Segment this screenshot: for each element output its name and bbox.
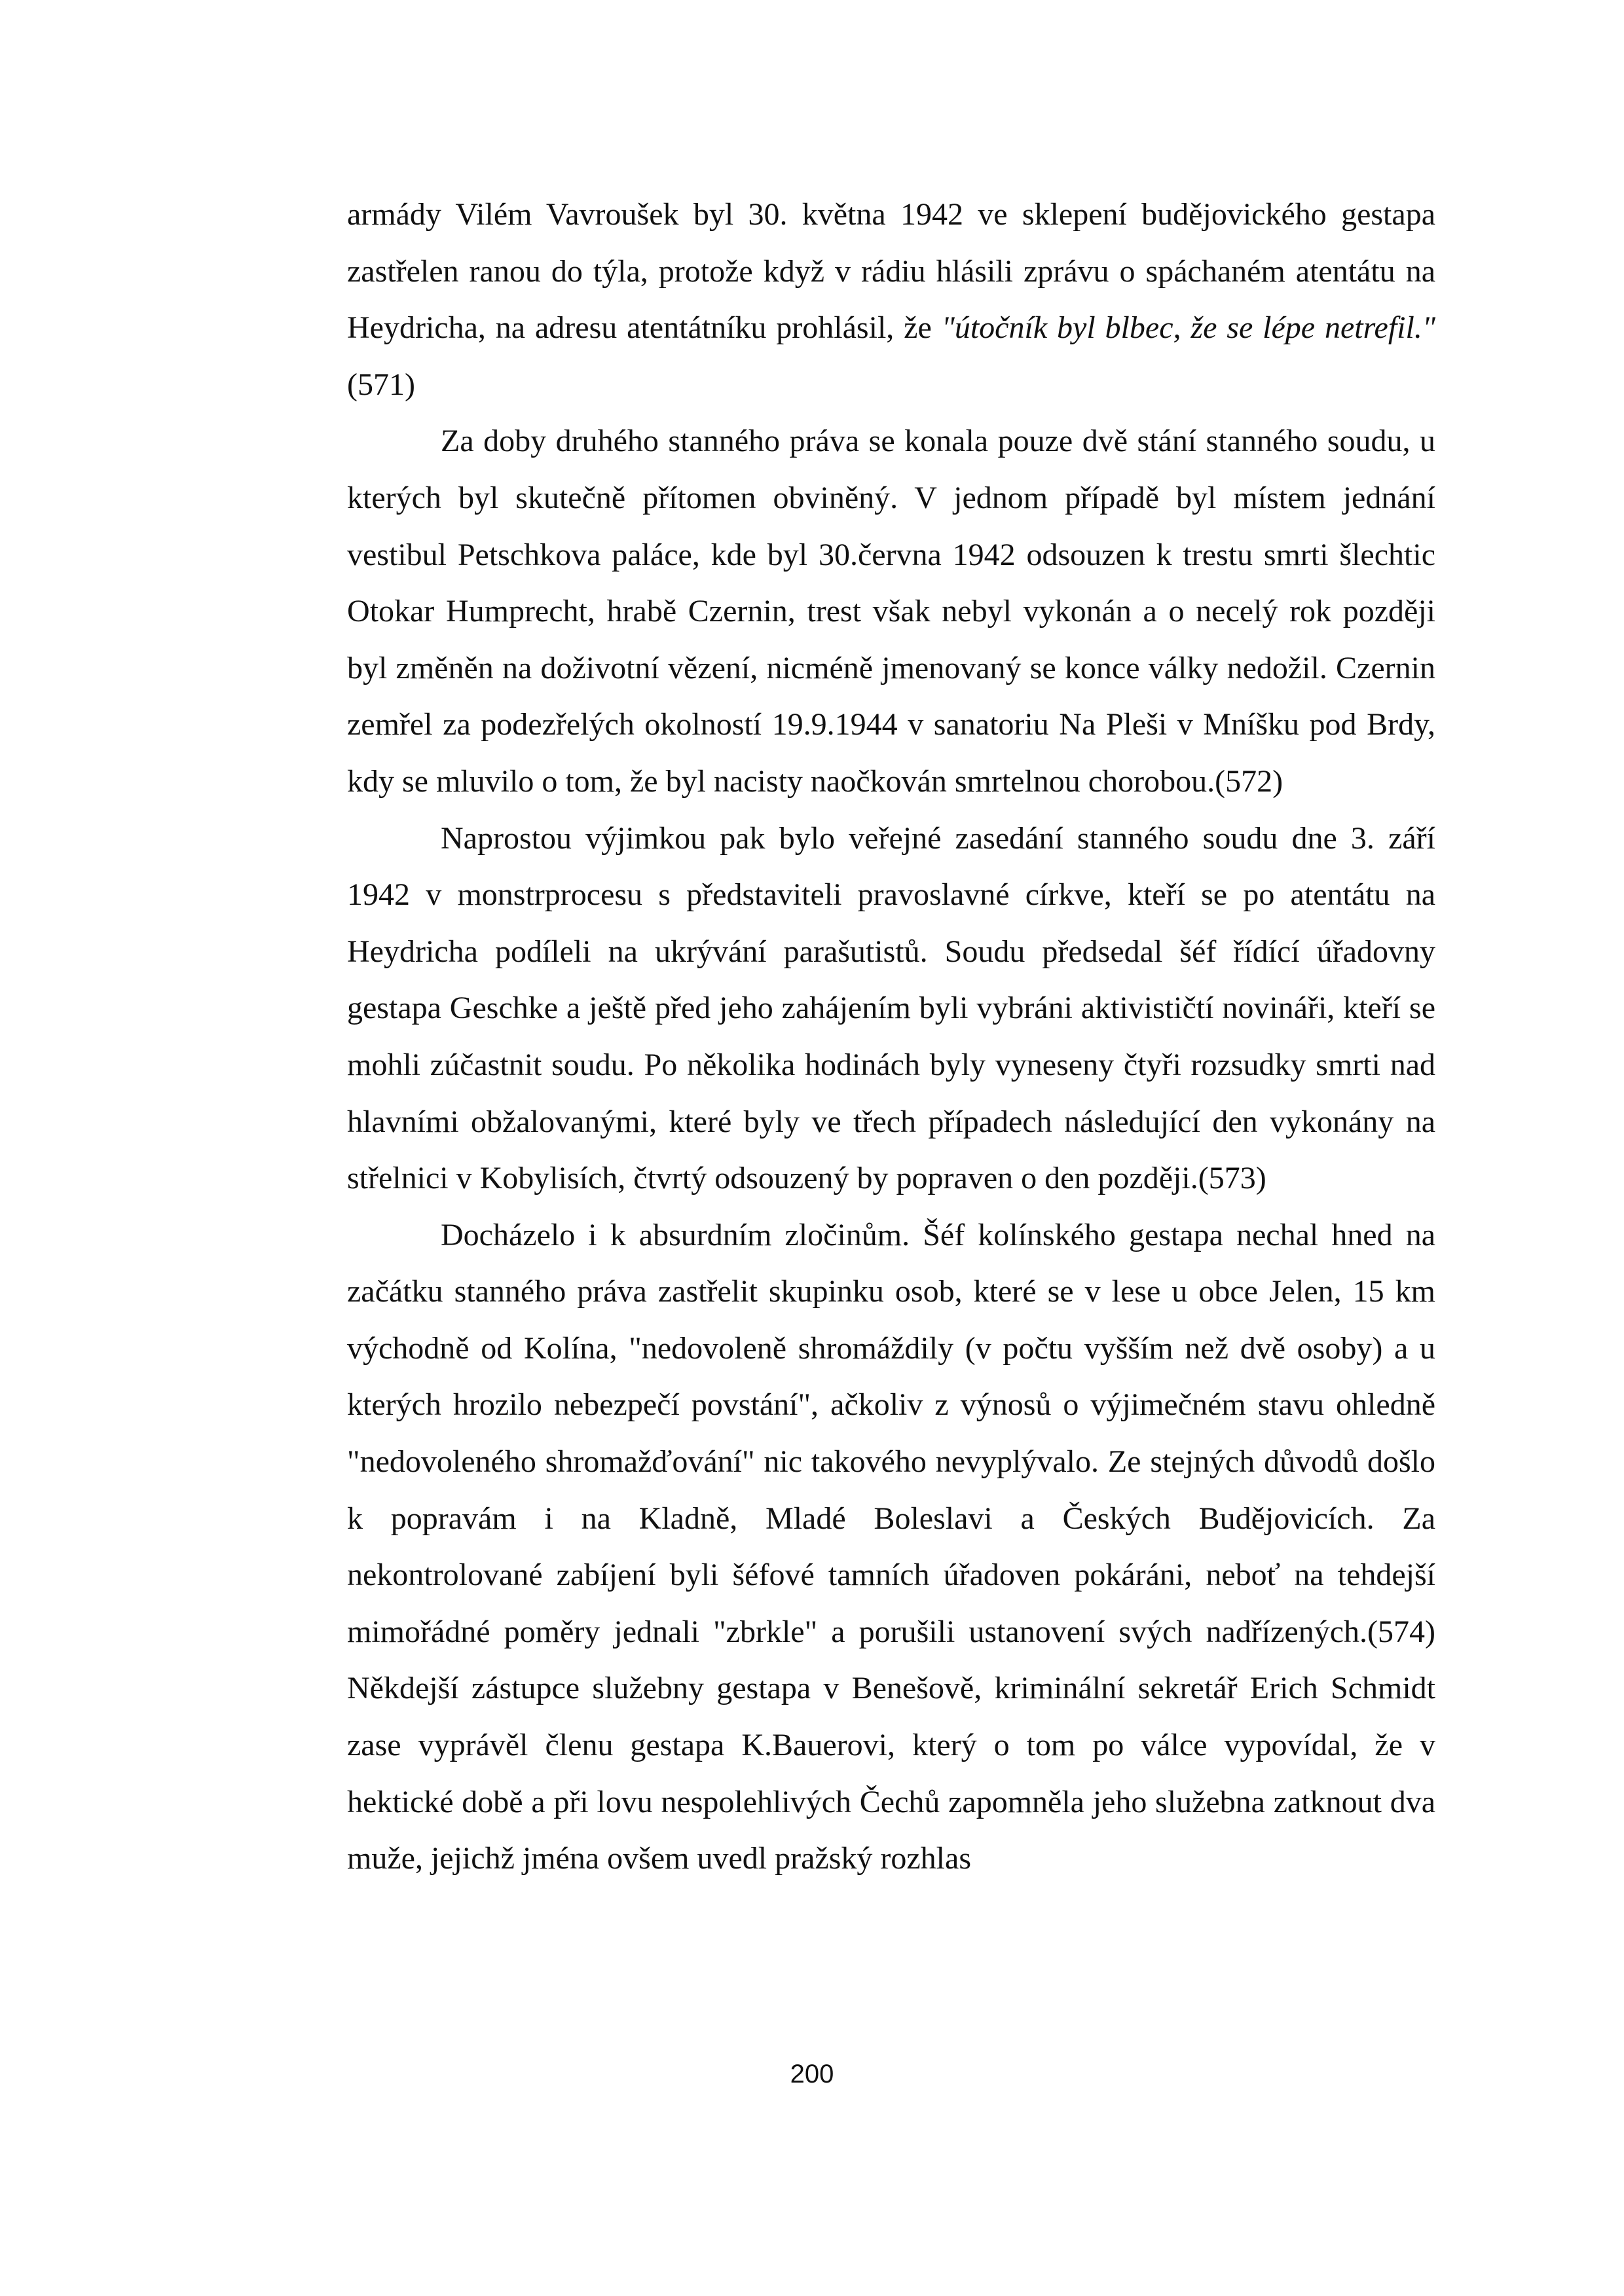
paragraph-4 bbox=[347, 1207, 1435, 1887]
body-text bbox=[347, 187, 1435, 1887]
paragraph-1 bbox=[347, 187, 1435, 413]
paragraph-4-text: Docházelo i k absurdním zločinům. Šéf kolínského gestapa nechal hned na začátku stanného práva zastřelit skupinku osob, které se v lese u obce Jelen, 15 km východně od Kolína, "nedovoleně shromáždily (v počtu vyšším než dvě osoby) a u kterých hrozilo nebezpečí povstání", ačkoliv z výnosů o výjimečném stavu ohledně "nedovoleného shromažďování" nic takového nevyplývalo. Ze stejných důvodů došlo k popravám i na Kladně, Mladé Boleslavi a Českých Budějovicích. Za nekontrolované zabíjení byli šéfové tamních úřadoven pokáráni, neboť na tehdejší mimořádné poměry jednali "zbrkle" a porušili ustanovení svých nadřízených.(574) Někdejší zástupce služebny gestapa v Benešově, kriminální sekretář Erich Schmidt zase vyprávěl členu gestapa K.Bauerovi, který o tom po válce vypovídal, že v hektické době a při lovu nespolehlivých Čechů zapomněla jeho služebna zatknout dva muže, jejichž jména ovšem uvedl pražský rozhlas bbox=[347, 1217, 1435, 1876]
paragraph-1-run-3: (571) bbox=[347, 367, 415, 402]
paragraph-1-quote: "útočník byl blbec, že se lépe netrefil." bbox=[941, 310, 1435, 346]
paragraph-3-text: Naprostou výjimkou pak bylo veřejné zasedání stanného soudu dne 3. září 1942 v monstrprocesu s představiteli pravoslavné církve, kteří se po atentátu na Heydricha podíleli na ukrývání parašutistů. Soudu předsedal šéf řídící úřadovny gestapa Geschke a ještě před jeho zahájením byli vybráni aktivističtí novináři, kteří se mohli zúčastnit soudu. Po několika hodinách byly vyneseny čtyři rozsudky smrti nad hlavními obžalovanými, které byly ve třech případech následující den vykonány na střelnici v Kobylisích, čtvrtý odsouzený by popraven o den později.(573) bbox=[347, 820, 1435, 1196]
paragraph-2 bbox=[347, 413, 1435, 810]
paragraph-2-text: Za doby druhého stanného práva se konala pouze dvě stání stanného soudu, u kterých byl skutečně přítomen obviněný. V jednom případě byl místem jednání vestibul Petschkova paláce, kde byl 30.června 1942 odsouzen k trestu smrti šlechtic Otokar Humprecht, hrabě Czernin, trest však nebyl vykonán a o necelý rok později byl změněn na doživotní vězení, nicméně jmenovaný se konce války nedožil. Czernin zemřel za podezřelých okolností 19.9.1944 v sanatoriu Na Pleši v Mníšku pod Brdy, kdy se mluvilo o tom, že byl nacisty naočkován smrtelnou chorobou.(572) bbox=[347, 424, 1435, 799]
paragraph-3 bbox=[347, 811, 1435, 1207]
page-number: 200 bbox=[790, 2060, 834, 2088]
paragraph-1-run-1: armády Vilém Vavroušek byl 30. května 1942 ve sklepení budějovického gestapa zastřelen ranou do týla, protože když v rádiu hlásili zprávu o spáchaném atentátu na Heydricha, na adresu atentátníku prohlásil, že bbox=[347, 197, 1435, 346]
